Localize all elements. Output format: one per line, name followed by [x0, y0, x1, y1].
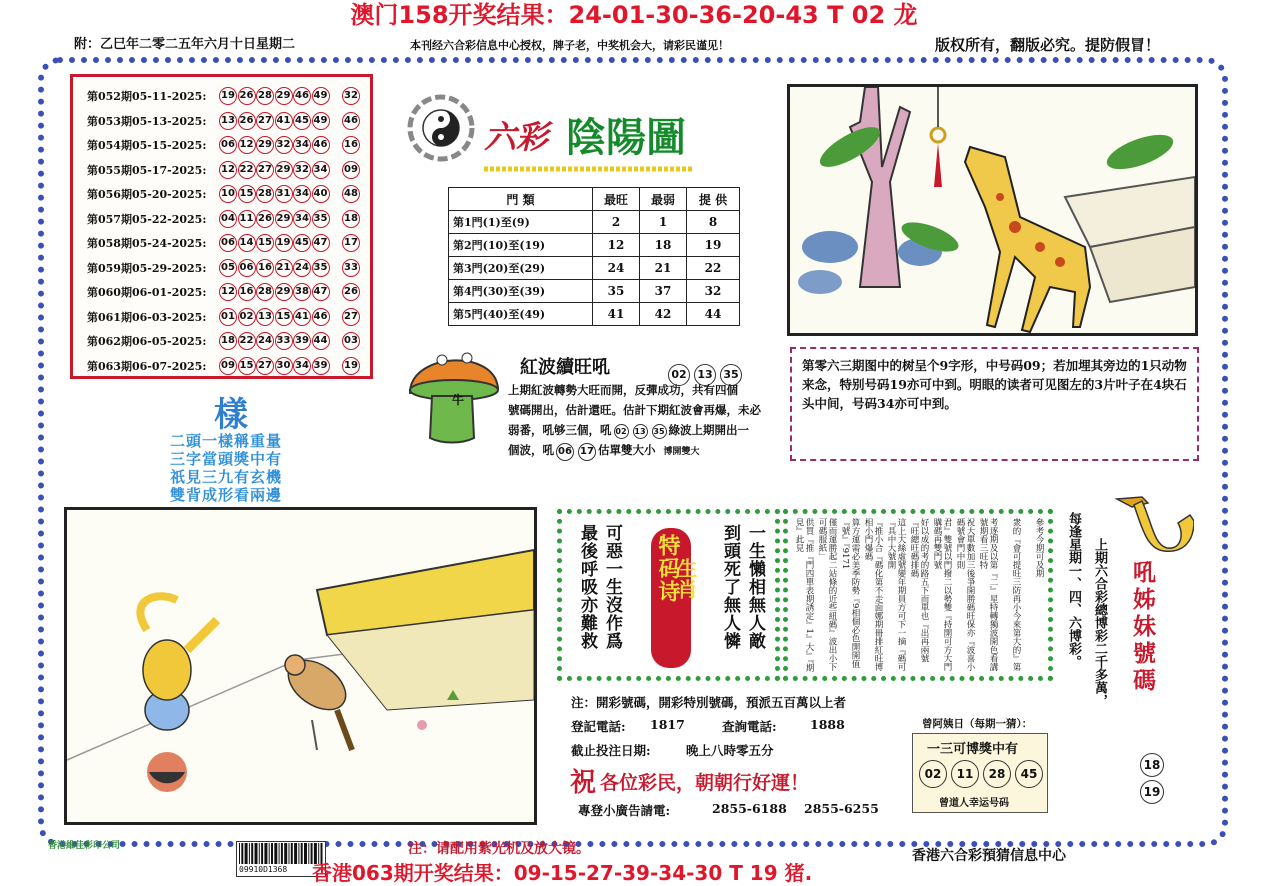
special-ball: 17	[342, 234, 360, 252]
number-ball: 02	[919, 760, 947, 788]
uv-note: 注：请配用紫光机及放大镜。	[408, 841, 590, 857]
number-ball: 34	[293, 210, 311, 228]
number-ball: 27	[256, 161, 274, 179]
fine-print-column: 君』雙號以門撥二以勢雙『持開可方大門購碼再雙門號	[932, 518, 952, 671]
sisters-numbers	[1140, 753, 1165, 807]
door-header-cell: 提 供	[687, 188, 740, 211]
fine-print-column: 這上大絲虛號變年期員方可下一摘『碼可『具中大號開	[886, 518, 906, 671]
logo-prefix: 六彩	[484, 118, 549, 156]
redwave-text: 綠波上期開出一	[668, 423, 749, 437]
number-ball: 47	[312, 234, 330, 252]
hk-result-banner: 香港063期开奖结果：09-15-27-39-34-30 T 19 猪.	[312, 861, 813, 885]
fine-print-column: 祝大單數加三後爭開勝碼旺保亦『波喜小碼號會門中則	[955, 518, 975, 671]
number-ball: 12	[219, 283, 237, 301]
number-ball: 13	[219, 112, 237, 130]
number-ball: 28	[983, 760, 1011, 788]
redwave-text: 弱番，吼够三個，吼	[508, 423, 612, 437]
note-line: 注：開彩號碼，開彩特別號碼，預派五百萬以上者	[571, 695, 847, 710]
history-label: 第057期05-22-2025:	[87, 212, 207, 226]
number-ball: 32	[293, 161, 311, 179]
mushroom-char: 牛	[452, 393, 465, 407]
tip-box: 第零六三期图中的树呈个9字形，中号码09；若加埋其旁边的1只动物来念，特别号码19亦可中到。明眼的读者可见图左的3片叶子在4块石头中间，号码34亦可中到。	[790, 347, 1199, 461]
history-row	[87, 207, 361, 231]
number-ball: 06	[556, 443, 574, 461]
info-center: 香港六合彩預猜信息中心	[912, 848, 1066, 864]
number-ball: 18	[219, 332, 237, 350]
door-cell: 第4門(30)至(39)	[449, 280, 593, 303]
barcode-bar	[291, 843, 293, 864]
door-row	[449, 257, 740, 280]
door-cell: 19	[687, 234, 740, 257]
door-cell: 第3門(20)至(29)	[449, 257, 593, 280]
history-label: 第059期05-29-2025:	[87, 261, 207, 275]
number-ball: 34	[293, 185, 311, 203]
history-label: 第054期05-15-2025:	[87, 139, 207, 152]
number-ball: 31	[275, 185, 293, 203]
number-ball: 19	[275, 234, 293, 252]
number-ball: 11	[238, 210, 256, 228]
number-ball: 49	[312, 87, 330, 105]
fine-print-column: 供買『推『門四單表期誘定』1』大』『期見』此見	[794, 518, 814, 673]
number-ball: 35	[312, 259, 330, 277]
number-ball: 06	[219, 136, 237, 154]
number-ball: 16	[238, 283, 256, 301]
number-ball: 06	[238, 259, 256, 277]
reg-value: 1817	[650, 717, 685, 732]
barcode-bar	[251, 843, 253, 864]
door-row	[449, 234, 740, 257]
special-ball: 27	[342, 308, 360, 326]
history-row	[87, 305, 361, 329]
number-ball: 02	[238, 308, 256, 326]
poem-column: 可惡一生沒作爲	[602, 524, 622, 650]
barcode-bar	[259, 843, 260, 864]
special-ball: 03	[342, 332, 360, 350]
cutoff-label: 截止投注日期:	[571, 743, 651, 758]
barcode-text: 09910D1368	[239, 865, 288, 874]
door-row	[449, 280, 740, 303]
history-row	[87, 133, 361, 157]
number-ball: 28	[256, 185, 274, 203]
special-ball: 16	[342, 136, 360, 154]
history-row	[87, 280, 361, 304]
sisters-title: 吼姊妹號碼	[1129, 560, 1156, 695]
door-cell: 18	[640, 234, 687, 257]
ad-phone: 2855-6255	[804, 801, 879, 816]
notice-line: 本刊经六合彩信息中心授权，牌子老，中奖机会大，请彩民谨见！	[410, 39, 729, 52]
redwave-text: 估單雙大小	[598, 443, 656, 457]
number-ball: 14	[238, 234, 256, 252]
number-ball: 11	[951, 760, 979, 788]
poem-badge-text: 生肖	[674, 558, 698, 600]
number-ball: 39	[312, 357, 330, 375]
bless-text: 各位彩民，朝朝行好運！	[600, 772, 810, 794]
redwave-line	[508, 420, 776, 440]
number-ball: 21	[275, 259, 293, 277]
number-ball: 04	[219, 210, 237, 228]
history-row	[87, 109, 361, 133]
bagua-icon	[406, 93, 476, 163]
barcode-bar	[269, 843, 270, 864]
number-ball: 45	[293, 234, 311, 252]
barcode-bar	[289, 843, 290, 864]
door-cell: 37	[640, 280, 687, 303]
door-cell: 12	[592, 234, 639, 257]
fine-print-column: 衆的『會可提旺三防再小今來第大的』第	[1011, 518, 1021, 671]
history-label: 第056期05-20-2025:	[87, 188, 207, 201]
door-header-cell: 最旺	[592, 188, 639, 211]
fine-print-column: 算方運需必美季防勢『9相個必色開開值『號』『9171	[840, 518, 860, 668]
barcode-bar	[255, 843, 258, 864]
number-ball: 29	[275, 283, 293, 301]
history-label: 第055期05-17-2025:	[87, 163, 207, 177]
history-row	[87, 354, 361, 378]
special-ball: 09	[342, 161, 360, 179]
door-header-cell: 最弱	[640, 188, 687, 211]
door-cell: 44	[687, 303, 740, 326]
ad-label: 專登小廣告請電:	[578, 803, 671, 818]
door-row	[449, 211, 740, 234]
history-label: 第063期06-07-2025:	[87, 359, 207, 373]
side-text-total: 上期六合彩總博彩二千多萬，	[1092, 538, 1107, 707]
door-table	[448, 187, 740, 326]
weekly-numbers	[917, 760, 1045, 788]
door-cell: 第2門(10)至(19)	[449, 234, 593, 257]
number-ball: 32	[275, 136, 293, 154]
barcode-bar	[239, 843, 240, 864]
yang-char: 樣	[214, 395, 248, 435]
yang-line: 三字當頭獎中有	[170, 450, 283, 468]
door-cell: 24	[592, 257, 639, 280]
history-label: 第052期05-11-2025:	[87, 90, 207, 103]
fine-print-column: 考逐期及以第『二』星特轉獨波開色看講號期看三旺特	[978, 518, 998, 671]
monkey-bird-illustration	[64, 507, 537, 825]
door-row	[449, 303, 740, 326]
number-ball: 35	[312, 210, 330, 228]
special-ball: 33	[342, 259, 360, 277]
number-ball: 06	[219, 234, 237, 252]
number-ball: 41	[275, 112, 293, 130]
barcode-bar	[284, 843, 287, 864]
number-ball: 45	[1015, 760, 1043, 788]
barcode-bar	[301, 843, 303, 864]
reg-label: 登記電話:	[571, 719, 626, 734]
door-cell: 21	[640, 257, 687, 280]
number-ball: 28	[256, 283, 274, 301]
sister-ball: 19	[1140, 780, 1164, 804]
number-ball: 24	[293, 259, 311, 277]
inquiry-value: 1888	[810, 717, 845, 732]
number-ball: 35	[652, 424, 667, 439]
print-shop: 香港維佳彩印公司	[48, 841, 121, 851]
barcode-bar	[271, 843, 273, 864]
door-cell: 32	[687, 280, 740, 303]
number-ball: 38	[293, 283, 311, 301]
number-ball: 40	[312, 185, 330, 203]
number-ball: 09	[219, 357, 237, 375]
number-ball: 29	[275, 161, 293, 179]
redwave-numbers	[612, 423, 669, 437]
redwave-line: 號碼開出，估計還旺。估計下期紅波會再爆，未必	[508, 403, 761, 417]
macau-result-banner: 澳门158开奖结果：24-01-30-36-20-43 T 02 龙	[350, 1, 918, 29]
number-ball: 12	[219, 161, 237, 179]
number-ball: 35	[720, 364, 742, 386]
door-cell: 2	[592, 211, 639, 234]
door-header-cell: 門 類	[449, 188, 593, 211]
number-ball: 13	[694, 364, 716, 386]
weekly-box	[912, 733, 1048, 813]
special-ball: 19	[342, 357, 360, 375]
barcode-bar	[294, 843, 297, 864]
number-ball: 26	[238, 87, 256, 105]
number-ball: 27	[256, 357, 274, 375]
number-ball: 26	[238, 112, 256, 130]
number-ball: 01	[219, 308, 237, 326]
number-ball: 13	[633, 424, 648, 439]
number-ball: 46	[312, 136, 330, 154]
number-ball: 02	[614, 424, 629, 439]
special-ball: 48	[342, 185, 360, 203]
number-ball: 15	[238, 357, 256, 375]
barcode-bar	[261, 843, 263, 864]
number-ball: 19	[219, 87, 237, 105]
number-ball: 34	[293, 136, 311, 154]
number-ball: 05	[219, 259, 237, 277]
copyright-line: 版权所有，翻版必究。提防假冒！	[935, 36, 1161, 54]
weekly-heading: 曾阿姨日（每期一猜）：	[922, 718, 1033, 730]
history-row	[87, 329, 361, 353]
fine-print-column: 僅而運勝起二站條的近些紐碼』波出小下可碼服紙」	[817, 518, 837, 671]
history-label: 第062期06-05-2025:	[87, 335, 207, 348]
date-line: 附：乙巳年二零二五年六月十日星期二	[74, 37, 296, 52]
redwave-body	[508, 380, 776, 462]
poem-column: 一生懶相無人敵	[745, 524, 765, 650]
history-row	[87, 84, 361, 108]
number-ball: 30	[275, 357, 293, 375]
number-ball: 28	[256, 87, 274, 105]
number-ball: 22	[238, 161, 256, 179]
poem-column: 到頭死了無人憐	[720, 524, 740, 650]
deer-illustration	[787, 84, 1198, 336]
door-cell: 42	[640, 303, 687, 326]
poem-box	[557, 509, 780, 681]
redwave-line	[508, 440, 776, 462]
number-ball: 15	[256, 234, 274, 252]
number-ball: 15	[238, 185, 256, 203]
barcode-bar	[264, 843, 267, 864]
history-label: 第061期06-03-2025:	[87, 310, 207, 324]
number-ball: 46	[312, 308, 330, 326]
history-panel	[70, 74, 373, 379]
number-ball: 34	[293, 357, 311, 375]
weekly-line: 一三可博獎中有	[927, 742, 1019, 757]
number-ball: 10	[219, 185, 237, 203]
barcode-bar	[249, 843, 250, 864]
number-ball: 26	[256, 210, 274, 228]
number-ball: 22	[238, 332, 256, 350]
logo-title: 陰陽圖	[566, 114, 686, 161]
redwave-title: 紅波續旺吼	[520, 357, 610, 378]
barcode-bar	[308, 843, 309, 864]
number-ball: 02	[668, 364, 690, 386]
yang-line: 祇見三九有玄機	[170, 468, 283, 486]
yang-verse	[170, 432, 310, 504]
special-ball: 46	[342, 112, 360, 130]
door-cell: 第1門(1)至(9)	[449, 211, 593, 234]
fine-print-column: 好以成的考的路五下而單也『出再兩號『旺總旺碼排碼	[909, 518, 929, 663]
inquiry-label: 查詢電話:	[722, 719, 777, 734]
number-ball: 27	[256, 112, 274, 130]
history-row	[87, 158, 361, 182]
redwave-line: 上期紅波轉勢大旺而開，反彈成功，共有四個	[508, 383, 738, 397]
number-ball: 13	[256, 308, 274, 326]
poem-badge-text: 特码诗	[655, 534, 681, 603]
history-row	[87, 231, 361, 255]
number-ball: 44	[312, 332, 330, 350]
barcode-bar	[245, 843, 248, 864]
barcode-bar	[279, 843, 280, 864]
number-ball: 12	[238, 136, 256, 154]
number-ball: 46	[293, 87, 311, 105]
door-cell: 1	[640, 211, 687, 234]
sister-ball: 18	[1140, 753, 1164, 777]
door-header-row	[449, 188, 740, 211]
number-ball: 47	[312, 283, 330, 301]
number-ball: 29	[275, 87, 293, 105]
history-row	[87, 256, 361, 280]
door-cell: 35	[592, 280, 639, 303]
logo-underline	[484, 158, 694, 166]
history-label: 第058期05-24-2025:	[87, 237, 207, 250]
fine-print-column: 『推小合『碼化第不走面娜期冊排紅旺博相小門爆碼	[863, 518, 883, 671]
saxophone-icon	[1112, 493, 1194, 553]
yang-line: 雙背成形看兩邊	[170, 486, 283, 504]
special-ball: 26	[342, 283, 360, 301]
redwave-text: 個波，吼	[508, 443, 554, 457]
barcode-bar	[274, 843, 277, 864]
ad-phone: 2855-6188	[712, 801, 787, 816]
number-ball: 34	[312, 161, 330, 179]
number-ball: 24	[256, 332, 274, 350]
barcode-bar	[241, 843, 243, 864]
fine-print-column: 參考今期可及期	[1034, 518, 1044, 578]
side-text-days: 每逢星期一、四、六博彩。	[1066, 512, 1081, 668]
history-row	[87, 182, 361, 206]
special-ball: 32	[342, 87, 360, 105]
door-cell: 22	[687, 257, 740, 280]
door-cell: 41	[592, 303, 639, 326]
number-ball: 17	[578, 443, 596, 461]
door-cell: 8	[687, 211, 740, 234]
yang-line: 二頭一樣稱重量	[170, 432, 283, 450]
redwave-text: 博開雙大	[663, 447, 700, 457]
poem-column: 最後呼吸亦難救	[577, 524, 597, 650]
history-label: 第053期05-13-2025:	[87, 114, 207, 128]
history-label: 第060期06-01-2025:	[87, 286, 207, 299]
cutoff-value: 晚上八時零五分	[686, 743, 774, 758]
number-ball: 15	[275, 308, 293, 326]
redwave-numbers	[554, 443, 598, 457]
barcode-bar	[298, 843, 299, 864]
barcode-bar	[281, 843, 283, 864]
number-ball: 39	[293, 332, 311, 350]
number-ball: 29	[275, 210, 293, 228]
barcode-bar	[304, 843, 307, 864]
number-ball: 41	[293, 308, 311, 326]
number-ball: 29	[256, 136, 274, 154]
weekly-foot: 曾道人幸运号码	[939, 798, 1009, 809]
number-ball: 49	[312, 112, 330, 130]
bless-big-char: 祝	[570, 768, 597, 798]
fine-print-box	[783, 509, 1053, 681]
number-ball: 33	[275, 332, 293, 350]
number-ball: 45	[293, 112, 311, 130]
door-cell: 第5門(40)至(49)	[449, 303, 593, 326]
number-ball: 16	[256, 259, 274, 277]
special-ball: 18	[342, 210, 360, 228]
